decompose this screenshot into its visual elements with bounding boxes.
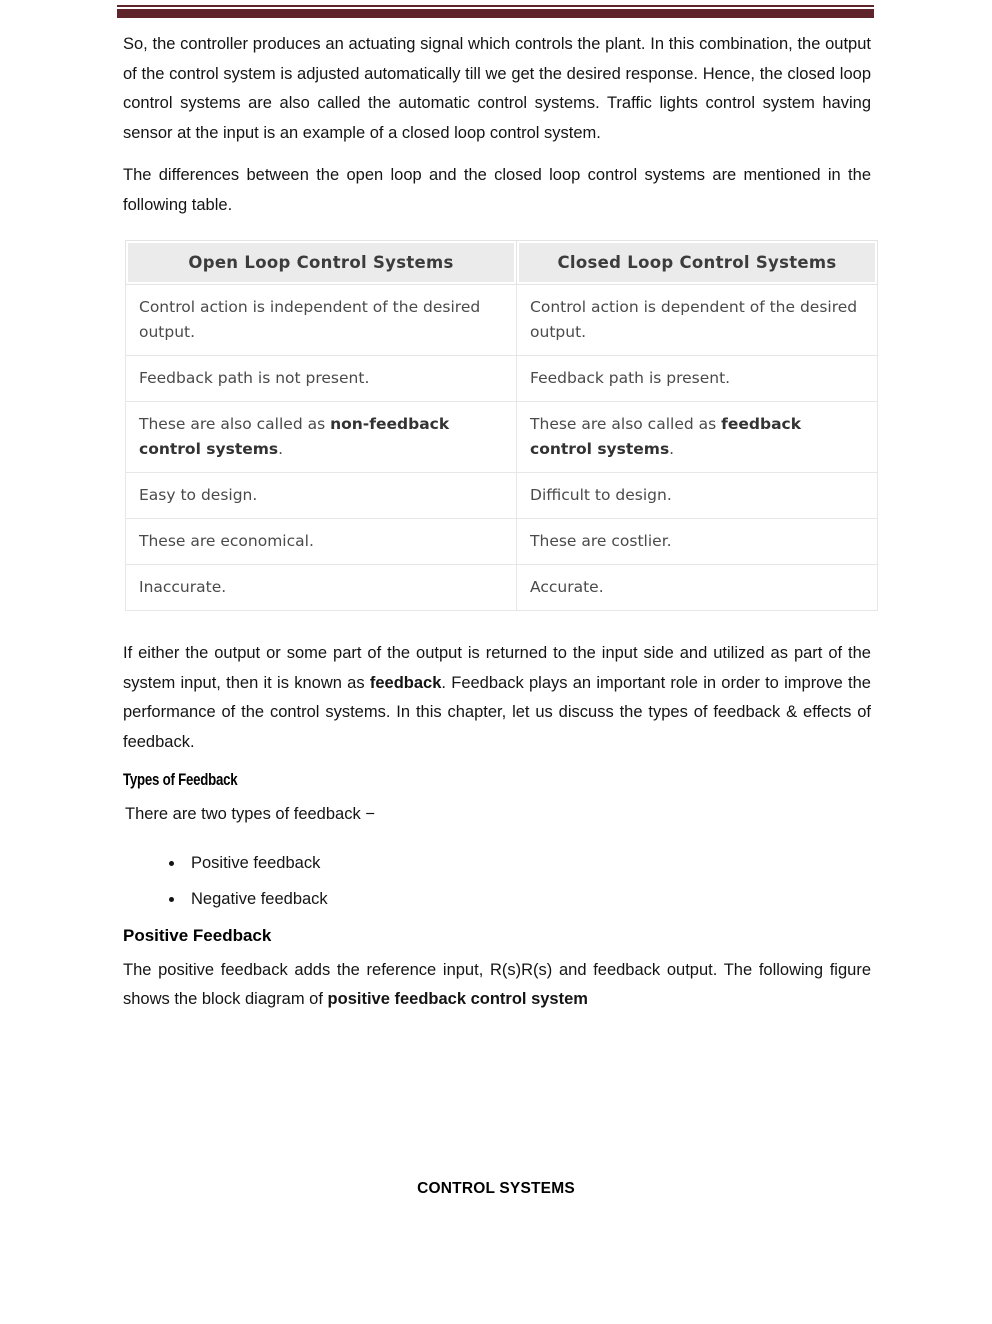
cell-text: . [669, 440, 675, 458]
table-cell: Feedback path is not present. [126, 356, 517, 402]
heading-types-of-feedback: Types of Feedback [123, 770, 238, 789]
cell-text: . [278, 440, 284, 458]
paragraph-text: The positive feedback adds the reference input, R(s)R(s) and feedback output. The following figure shows the block diagram of [123, 960, 871, 1008]
table-cell: These are costlier. [517, 519, 878, 565]
heading-positive-feedback: Positive Feedback [123, 925, 272, 945]
cell-bold-text: non-feedback control systems [139, 415, 450, 458]
list-item-negative-feedback: • Negative feedback [185, 890, 871, 909]
table-header-open-loop: Open Loop Control Systems [126, 241, 517, 285]
table-cell: These are economical. [126, 519, 517, 565]
table-cell: Feedback path is present. [517, 356, 878, 402]
table-header-row [126, 241, 878, 285]
top-border-rule [117, 5, 874, 18]
paragraph-bold-text: feedback [369, 673, 442, 692]
table-row [126, 565, 878, 611]
footer-title: CONTROL SYSTEMS [417, 1180, 575, 1197]
paragraph-types-intro: There are two types of feedback − [125, 805, 375, 823]
paragraph-text: If either the output or some part of the output is returned to the input side and utilized as part of the system input, then it is known as [123, 644, 871, 692]
table-cell: Control action is dependent of the desired output. [517, 285, 878, 356]
comparison-table [125, 240, 878, 611]
table-row [126, 356, 878, 402]
document-content [123, 30, 871, 1028]
list-item-positive-feedback: • Positive feedback [185, 854, 871, 873]
paragraph-differences-intro: The differences between the open loop and the closed loop control systems are mentioned in the following table. [123, 166, 871, 214]
table-row [126, 519, 878, 565]
table-cell: Inaccurate. [126, 565, 517, 611]
table-cell: Accurate. [517, 565, 878, 611]
table-cell: Difficult to design. [517, 473, 878, 519]
paragraph-text: . Feedback plays an important role in order to improve the performance of the control systems. In this chapter, let us discuss the types of feedback & effects of feedback. [123, 673, 871, 751]
table-cell: Easy to design. [126, 473, 517, 519]
table-cell [517, 402, 878, 473]
paragraph-closed-loop: So, the controller produces an actuating signal which controls the plant. In this combination, the output of the control system is adjusted automatically till we get the desired response. Hence, the closed loop control systems are also called the automatic control systems. Traffic lights control system having sensor at the input is an example of a closed loop control system. [123, 35, 871, 142]
table-row [126, 402, 878, 473]
table-row [126, 285, 878, 356]
cell-text: These are also called as [530, 415, 722, 433]
table-cell [126, 402, 517, 473]
table-cell: Control action is independent of the desired output. [126, 285, 517, 356]
paragraph-bold-text: positive feedback control system [327, 990, 588, 1008]
cell-text: These are also called as [139, 415, 331, 433]
cell-bold-text: feedback control systems [530, 415, 802, 458]
paragraph-positive-feedback [123, 956, 871, 1015]
feedback-types-list [123, 854, 871, 909]
paragraph-feedback-definition [123, 639, 871, 757]
table-row [126, 473, 878, 519]
table-header-closed-loop: Closed Loop Control Systems [517, 241, 878, 285]
